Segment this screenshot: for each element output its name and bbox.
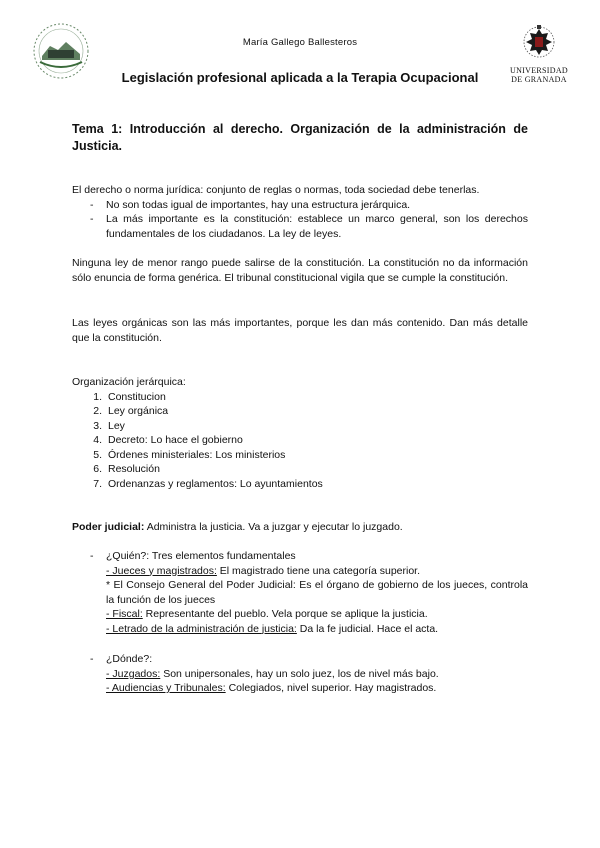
hierarchy-heading: Organización jerárquica: xyxy=(72,376,186,388)
tema-heading xyxy=(72,121,528,155)
list-item: 3. Ley xyxy=(93,419,125,432)
consejo-text: * El Consejo General del Poder Judicial: Es el órgano de gobierno de los jueces, controla la función de los jueces xyxy=(106,579,528,606)
jueces-label: - Jueces y magistrados: xyxy=(106,564,217,577)
university-crest-icon xyxy=(508,20,570,64)
list-item: - No son todas igual de importantes, hay una estructura jerárquica. xyxy=(90,198,411,211)
paragraph-constitution: Ninguna ley de menor rango puede salirse de la constitución. La constitución no da información sólo enuncia de forma genérica. El tribunal constitucional vigila que se cumple la constitución. xyxy=(72,257,528,284)
document-title: Legislación profesional aplicada a la Terapia Ocupacional xyxy=(121,70,479,85)
list-item: 6. Resolución xyxy=(93,463,160,475)
list-item: - ¿Quién?: Tres elementos fundamentales - Jueces y magistrados: El magistrado tiene una categoría superior. * El Consejo General del Poder Judicial: Es el órgano de gobierno de los jueces, controla la función de los jueces - Fiscal: Representante del pueblo. Vela porque se aplique la justicia. - Letrado de la administración de justicia: Da la fe judicial. Hace el acta. xyxy=(90,550,528,635)
author-name: María Gallego Ballesteros xyxy=(242,37,358,48)
tema-heading-line1: Tema 1: Introducción al derecho. Organización de la administración de xyxy=(72,122,528,136)
list-item: 5. Órdenes ministeriales: Los ministerios xyxy=(93,448,286,461)
intro-section xyxy=(72,183,528,241)
intro-text: El derecho o norma jurídica: conjunto de reglas o normas, toda sociedad debe tenerlas. xyxy=(72,184,480,196)
paragraph-organic-laws: Las leyes orgánicas son las más importantes, porque les dan más contenido. Dan más detalle que la constitución. xyxy=(72,317,528,344)
donde-section xyxy=(72,652,528,696)
quien-section xyxy=(72,549,528,636)
list-item: - La más importante es la constitución: establece un marco general, son los derechos fundamentales de los ciudadanos. La ley de leyes. xyxy=(90,213,528,240)
fiscal-label: - Fiscal: xyxy=(106,608,143,620)
poder-judicial-text: Administra la justicia. Va a juzgar y ejecutar lo juzgado. xyxy=(144,521,403,533)
audiencias-label: - Audiencias y Tribunales: xyxy=(106,682,226,694)
donde-title: ¿Dónde?: xyxy=(106,653,153,665)
letrado-label: - Letrado de la administración de justicia: xyxy=(106,622,297,635)
list-item: 7. Ordenanzas y reglamentos: Lo ayuntamientos xyxy=(93,477,323,490)
hierarchy-section xyxy=(72,375,528,491)
hierarchy-list xyxy=(72,390,528,492)
university-name-line2: DE GRANADA xyxy=(511,75,567,84)
list-item: - ¿Dónde?: - Juzgados: Son unipersonales, hay un solo juez, los de nivel más bajo. - Audiencias y Tribunales: Colegiados, nivel superior. Hay magistrados. xyxy=(72,652,528,696)
university-name-line1: UNIVERSIDAD xyxy=(510,66,568,75)
poder-judicial-label: Poder judicial: xyxy=(72,521,145,533)
intro-bullet-list xyxy=(72,198,528,242)
list-item: 2. Ley orgánica xyxy=(93,405,169,417)
university-logo xyxy=(508,20,570,86)
quien-title: ¿Quién?: Tres elementos fundamentales xyxy=(106,550,296,562)
list-item: 4. Decreto: Lo hace el gobierno xyxy=(93,434,243,446)
tema-heading-line2: Justicia. xyxy=(72,139,123,153)
juzgados-label: - Juzgados: xyxy=(106,667,161,680)
list-item: 1. Constitucion xyxy=(93,390,166,403)
poder-judicial-paragraph xyxy=(72,520,528,535)
